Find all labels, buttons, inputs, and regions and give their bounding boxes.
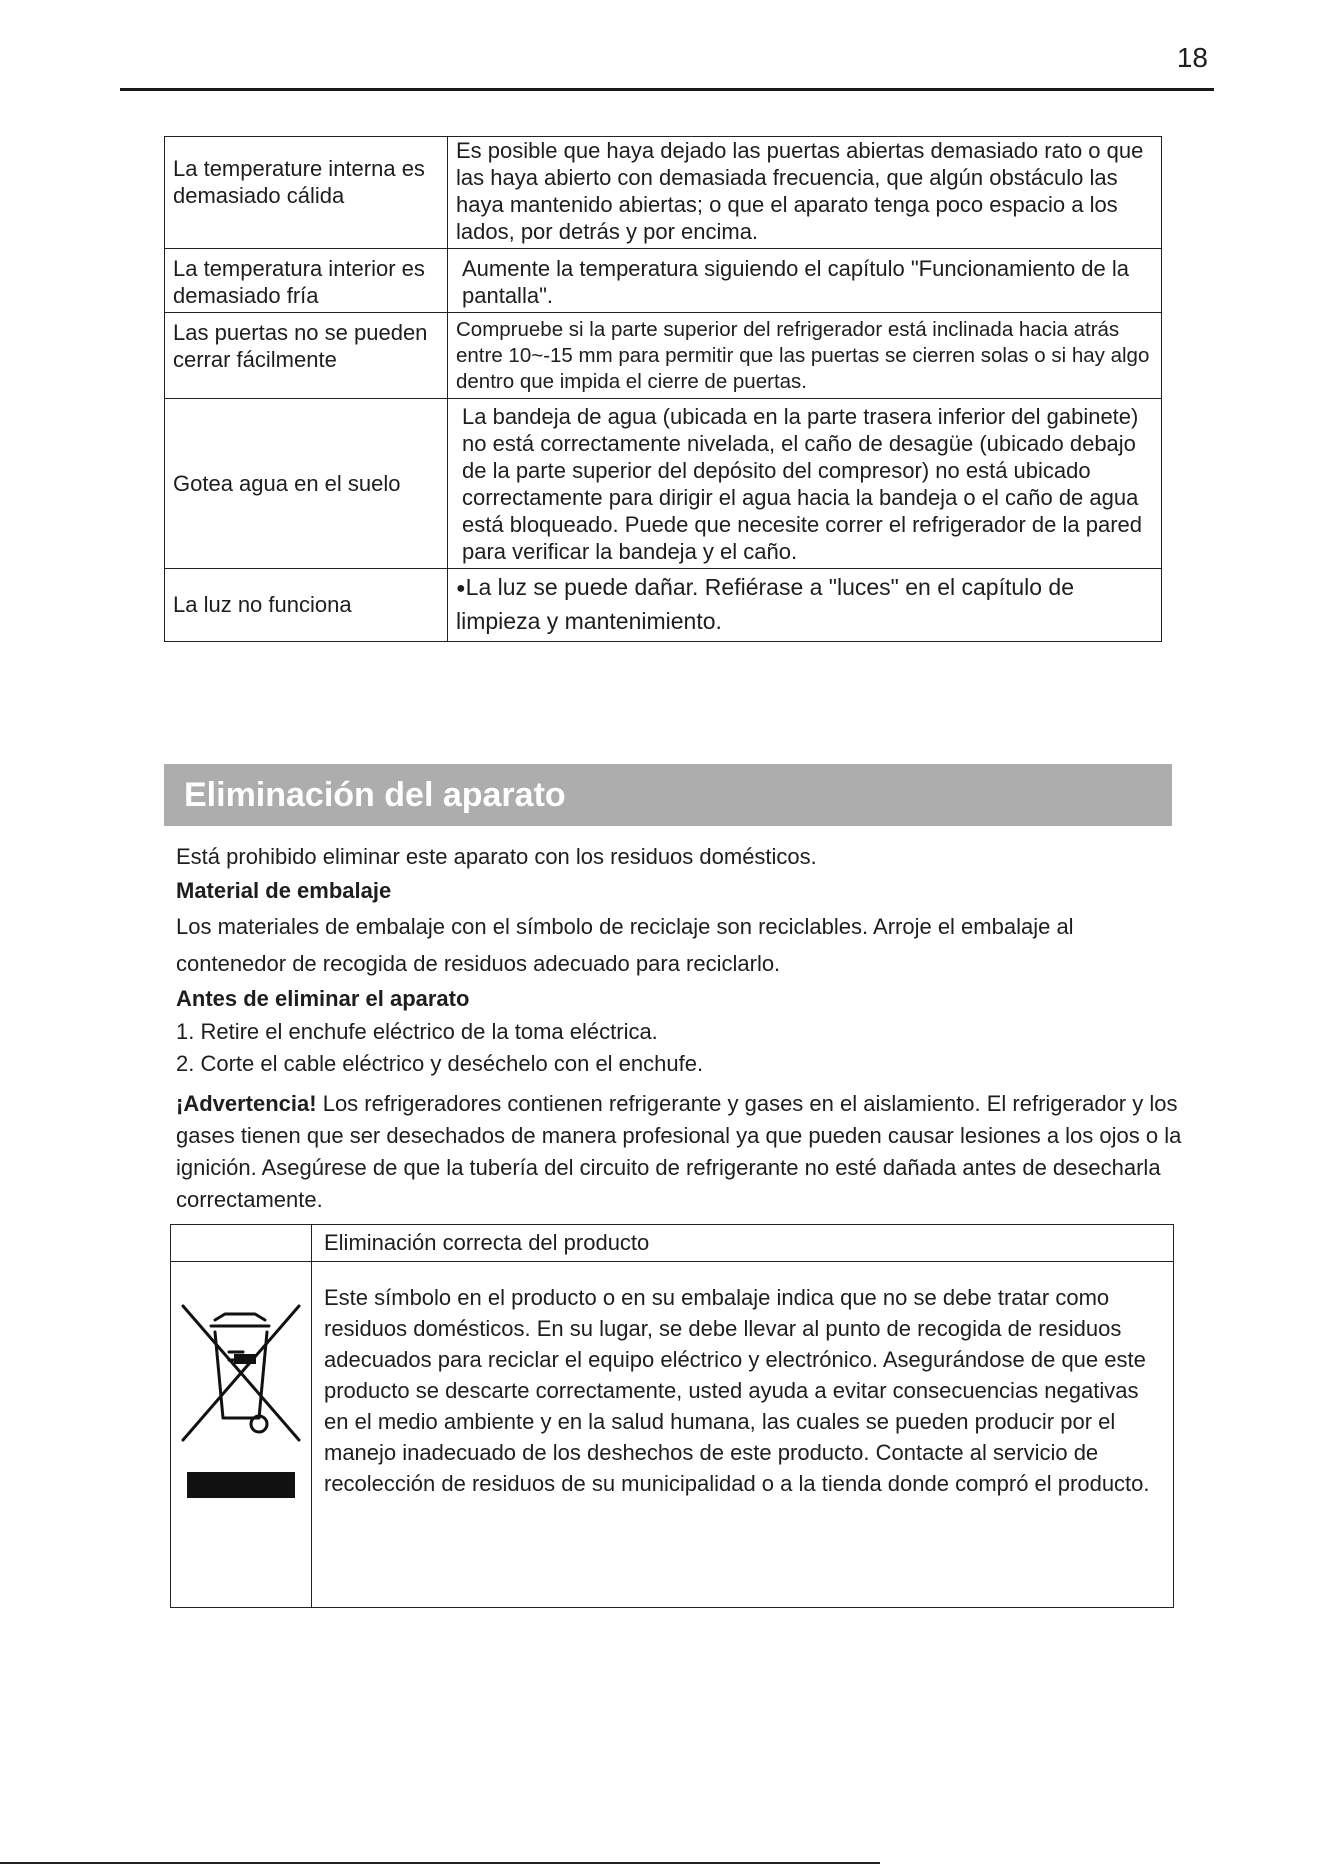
table-row	[165, 399, 1162, 569]
problem-cell: La temperatura interior es demasiado fría	[165, 249, 448, 313]
crossed-out-wheelie-bin-icon	[177, 1300, 305, 1460]
warning-label: ¡Advertencia!	[176, 1091, 317, 1116]
solution-text: La luz se puede dañar. Refiérase a "luces" en el capítulo de limpieza y mantenimiento.	[456, 574, 1075, 634]
disposal-content	[176, 840, 1186, 1216]
table-row	[165, 137, 1162, 249]
step-item: 1. Retire el enchufe eléctrico de la toma eléctrica.	[176, 1019, 658, 1044]
solution-cell	[448, 569, 1162, 642]
troubleshooting-table	[164, 136, 1162, 642]
before-disposal-heading: Antes de eliminar el aparato	[176, 986, 470, 1011]
solution-cell: Compruebe si la parte superior del refrigerador está inclinada hacia atrás entre 10~-15 mm para permitir que las puertas se cierren solas o si hay algo dentro que impida el cierre de puertas.	[448, 313, 1162, 399]
bullet-icon: ●	[456, 580, 466, 597]
solution-cell: Es posible que haya dejado las puertas abiertas demasiado rato o que las haya abierto con demasiada frecuencia, que algún obstáculo las haya mantenido abiertas; o que el aparato tenga poco espacio a los lados, por detrás y por encima.	[448, 137, 1162, 249]
table-row	[165, 569, 1162, 642]
solution-cell: Aumente la temperatura siguiendo el capítulo "Funcionamiento de la pantalla".	[448, 249, 1162, 313]
table-row	[165, 249, 1162, 313]
footer-divider	[0, 1862, 880, 1864]
solution-cell: La bandeja de agua (ubicada en la parte trasera inferior del gabinete) no está correctamente nivelada, el caño de desagüe (ubicado debajo de la parte superior del depósito del compresor) no está ubicado correctamente para dirigir el agua hacia la bandeja o el caño de agua está bloqueado. Puede que necesite correr el refrigerador de la pared para verificar la bandeja y el caño.	[448, 399, 1162, 569]
packaging-heading: Material de embalaje	[176, 878, 392, 903]
table-row	[171, 1225, 1174, 1262]
table-row	[165, 313, 1162, 399]
intro-text: Está prohibido eliminar este aparato con los residuos domésticos.	[176, 844, 817, 869]
problem-cell: La temperature interna es demasiado cálida	[165, 137, 448, 249]
step-item: 2. Corte el cable eléctrico y deséchelo con el enchufe.	[176, 1051, 704, 1076]
header-divider	[120, 88, 1214, 91]
section-title: Eliminación del aparato	[164, 764, 1172, 826]
table-row	[171, 1262, 1174, 1608]
warning-text: Los refrigeradores contienen refrigerante y gases en el aislamiento. El refrigerador y los gases tienen que ser desechados de manera profesional ya que pueden causar lesiones a los ojos o la ignición. Asegúrese de que la tubería del circuito de refrigerante no esté dañada antes de desecharla correctamente.	[176, 1091, 1182, 1212]
page-number: 18	[1176, 42, 1208, 73]
disposal-header: Eliminación correcta del producto	[312, 1225, 1174, 1262]
warning-paragraph	[176, 1088, 1186, 1216]
disposal-text: Este símbolo en el producto o en su embalaje indica que no se debe tratar como residuos domésticos. En su lugar, se debe llevar al punto de recogida de residuos adecuados para reciclar el equipo eléctrico y electrónico. Asegurándose de que este producto se descarte correctamente, usted ayuda a evitar consecuencias negativas en el medio ambiente y en la salud humana, las cuales se pueden producir por el manejo inadecuado de los deshechos de este producto. Contacte al servicio de recolección de residuos de su municipalidad o a la tienda donde compró el producto.	[312, 1262, 1174, 1608]
packaging-text: Los materiales de embalaje con el símbolo de reciclaje son reciclables. Arroje el embalaje al contenedor de recogida de residuos adecuado para reciclarlo.	[176, 914, 1074, 976]
problem-cell: La luz no funciona	[165, 569, 448, 642]
icon-cell	[171, 1262, 312, 1608]
disposal-info-table	[170, 1224, 1174, 1608]
problem-cell: Gotea agua en el suelo	[165, 399, 448, 569]
weee-bar-icon	[187, 1472, 295, 1498]
problem-cell: Las puertas no se pueden cerrar fácilmente	[165, 313, 448, 399]
empty-cell	[171, 1225, 312, 1262]
